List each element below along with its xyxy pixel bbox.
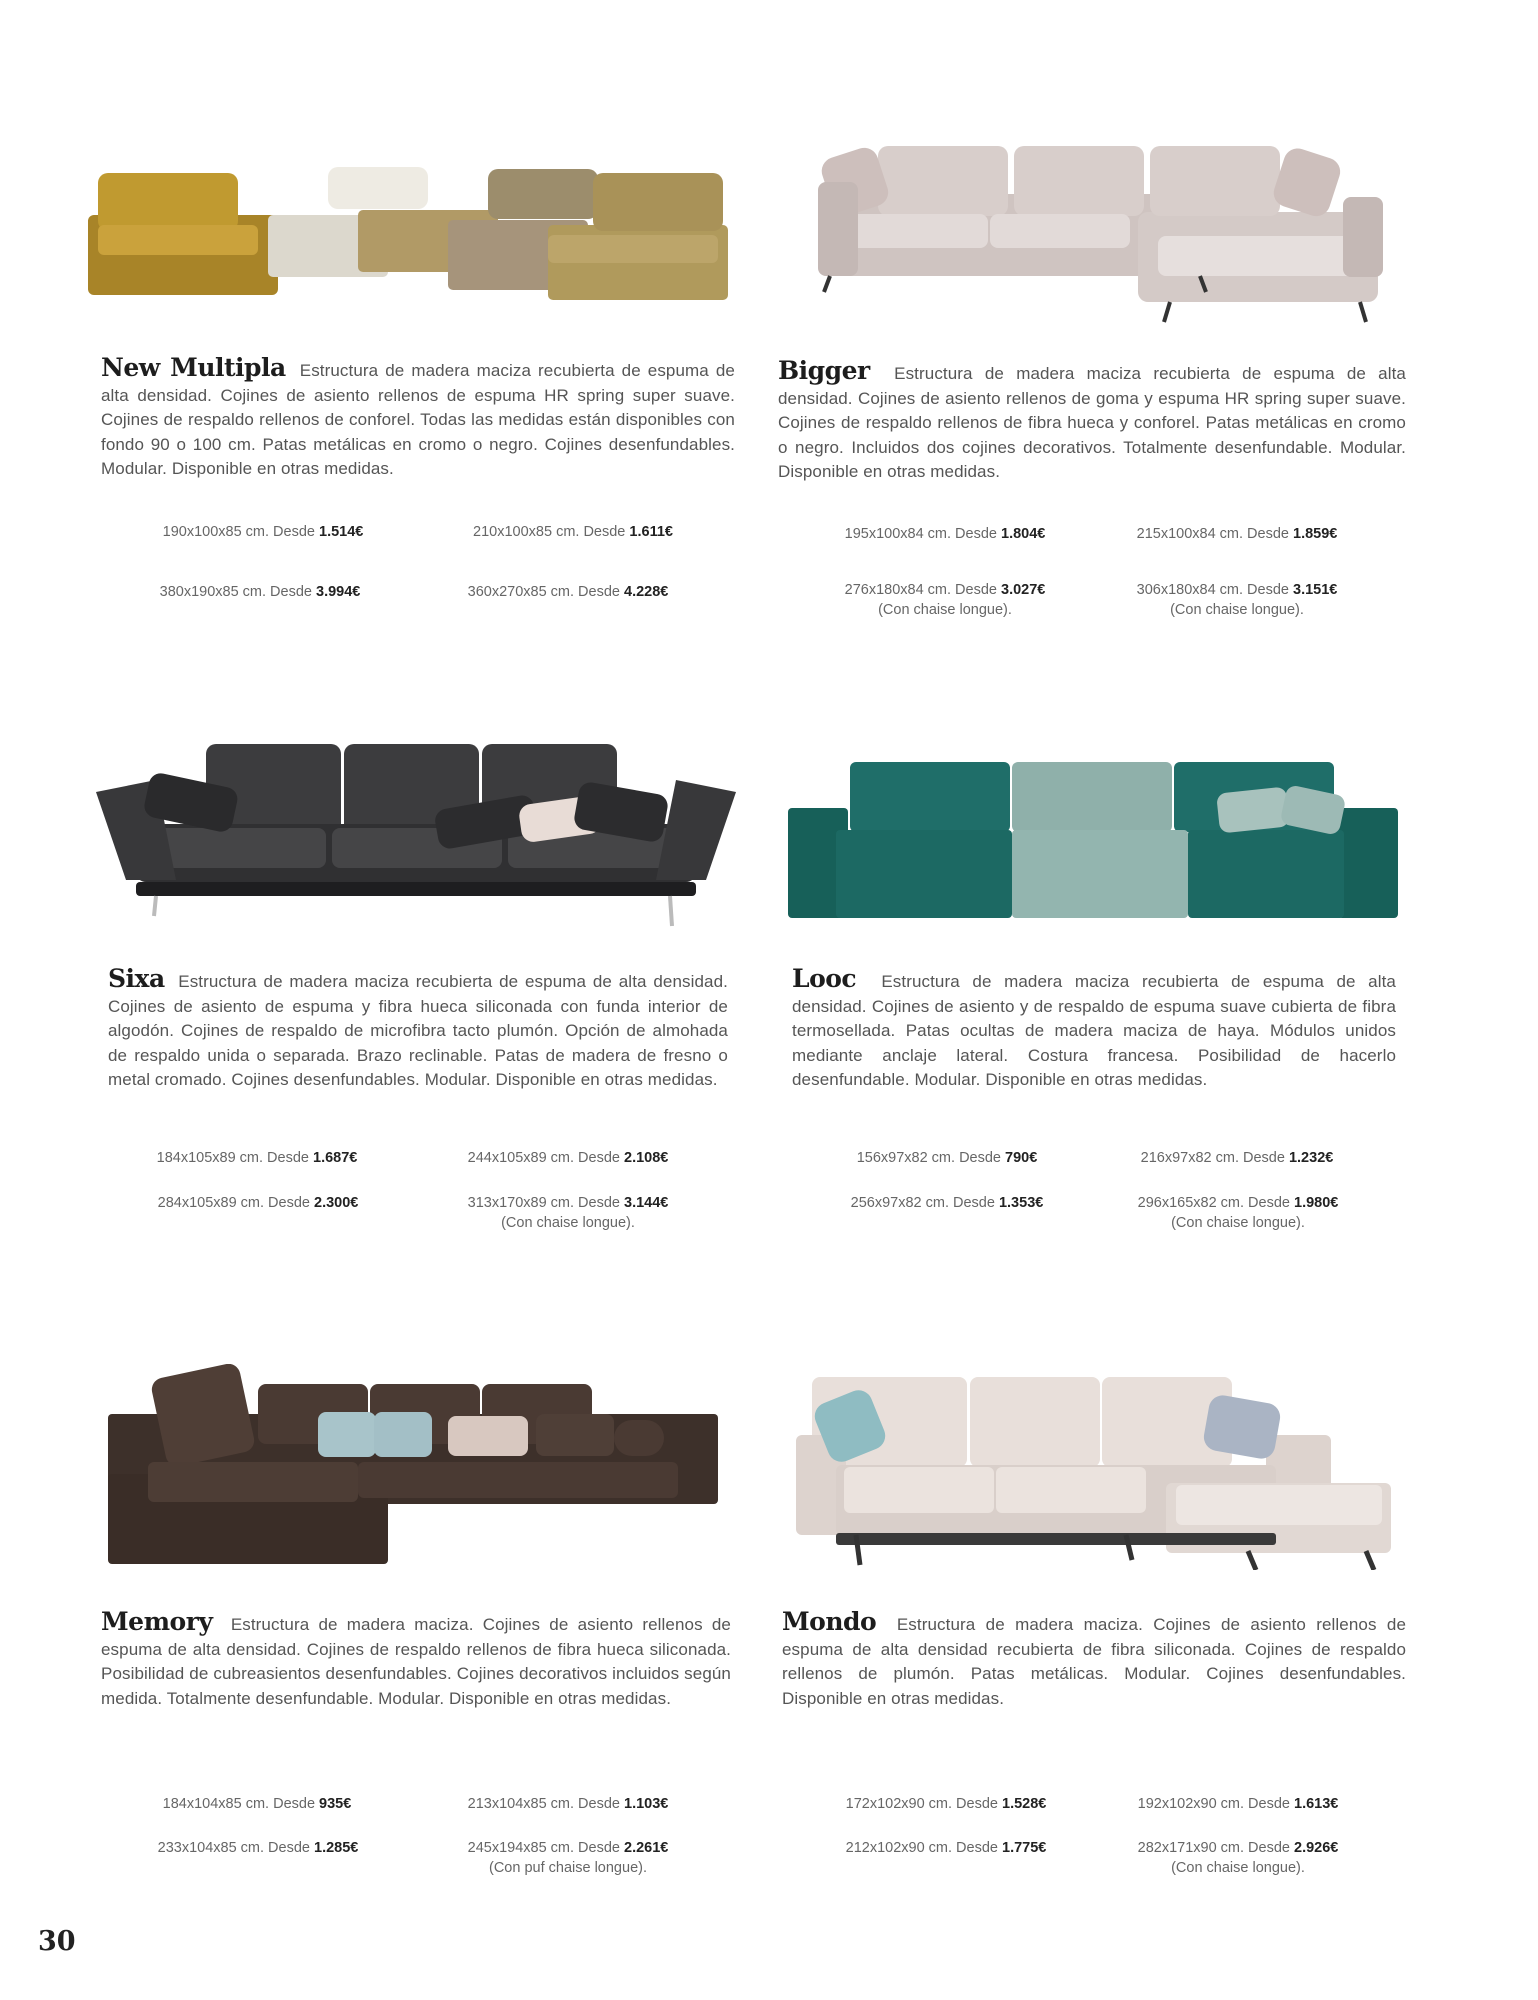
price-entry: 172x102x90 cm. Desde 1.528€: [845, 1796, 1047, 1812]
sofa-image-bigger: [818, 142, 1388, 327]
sofa-image-mondo: [796, 1375, 1396, 1570]
price-entry: 276x180x84 cm. Desde 3.027€ (Con chaise longue).: [844, 582, 1046, 618]
price-entry: 195x100x84 cm. Desde 1.804€: [844, 526, 1046, 542]
price-entry: 216x97x82 cm. Desde 1.232€: [1140, 1150, 1334, 1166]
product-name: New Multipla: [101, 353, 286, 382]
page-number: 30: [38, 1926, 76, 1957]
product-description: Bigger Estructura de madera maciza recubierta de espuma de alta densidad. Cojines de asiento rellenos de goma y espuma HR spring super suave. Cojines de respaldo rellenos de fibra hueca y conforel. Patas metálicas en cromo o negro. Incluidos dos cojines decorativos. Totalmente desenfundable. Modular. Disponible en otras medidas.: [778, 356, 1406, 481]
price-entry: 233x104x85 cm. Desde 1.285€: [157, 1840, 359, 1856]
product-name: Mondo: [782, 1607, 877, 1636]
sofa-image-sixa: [96, 740, 736, 935]
price-entry: 282x171x90 cm. Desde 2.926€ (Con chaise longue).: [1137, 1840, 1339, 1876]
product-description: Mondo Estructura de madera maciza. Cojines de asiento rellenos de espuma de alta densidad recubierta de fibra siliconada. Cojines de respaldo rellenos de plumón. Patas metálicas. Modular. Cojines desenfundables. Disponible en otras medidas.: [782, 1607, 1406, 1708]
price-entry: 192x102x90 cm. Desde 1.613€: [1137, 1796, 1339, 1812]
price-entry: 212x102x90 cm. Desde 1.775€: [845, 1840, 1047, 1856]
price-entry: 215x100x84 cm. Desde 1.859€: [1136, 526, 1338, 542]
product-name: Bigger: [778, 356, 870, 385]
product-name: Memory: [101, 1607, 213, 1636]
price-entry: 380x190x85 cm. Desde 3.994€: [159, 584, 361, 600]
sofa-image-memory: [108, 1364, 718, 1564]
price-entry: 190x100x85 cm. Desde 1.514€: [162, 524, 364, 540]
price-entry: 210x100x85 cm. Desde 1.611€: [473, 524, 673, 540]
price-entry: 313x170x89 cm. Desde 3.144€ (Con chaise longue).: [467, 1195, 669, 1231]
product-description: Memory Estructura de madera maciza. Cojines de asiento rellenos de espuma de alta densidad. Cojines de respaldo rellenos de fibra hueca siliconada. Posibilidad de cubreasientos desenfundables. Cojines decorativos incluidos según medida. Totalmente desenfundable. Modular. Disponible en otras medidas.: [101, 1607, 731, 1708]
price-entry: 213x104x85 cm. Desde 1.103€: [467, 1796, 669, 1812]
price-entry: 306x180x84 cm. Desde 3.151€ (Con chaise longue).: [1136, 582, 1338, 618]
price-entry: 244x105x89 cm. Desde 2.108€: [467, 1150, 669, 1166]
product-description: New Multipla Estructura de madera maciza recubierta de espuma de alta densidad. Cojines de asiento rellenos de espuma HR spring super suave. Cojines de respaldo rellenos de conforel. Todas las medidas están disponibles con fondo 90 o 100 cm. Patas metálicas en cromo o negro. Cojines desenfundables. Modular. Disponible en otras medidas.: [101, 353, 735, 478]
price-entry: 245x194x85 cm. Desde 2.261€ (Con puf chaise longue).: [467, 1840, 669, 1876]
product-description: Looc Estructura de madera maciza recubierta de espuma de alta densidad. Cojines de asiento y de respaldo de espuma suave cubierta de fibra termosellada. Patas ocultas de madera maciza de haya. Módulos unidos mediante anclaje lateral. Costura francesa. Posibilidad de hacerlo desenfundable. Modular. Disponible en otras medidas.: [792, 964, 1396, 1089]
product-description: Sixa Estructura de madera maciza recubierta de espuma de alta densidad. Cojines de asiento de espuma y fibra hueca siliconada con funda interior de algodón. Cojines de respaldo de microfibra tacto plumón. Opción de almohada de respaldo unida o separada. Brazo reclinable. Patas de madera de fresno o metal cromado. Cojines desenfundables. Modular. Disponible en otras medidas.: [108, 964, 728, 1089]
sofa-image-looc: [788, 760, 1398, 920]
price-entry: 296x165x82 cm. Desde 1.980€ (Con chaise longue).: [1137, 1195, 1339, 1231]
price-entry: 284x105x89 cm. Desde 2.300€: [157, 1195, 359, 1211]
sofa-image-new-multipla: [88, 155, 738, 315]
price-entry: 256x97x82 cm. Desde 1.353€: [850, 1195, 1044, 1211]
product-name: Looc: [792, 964, 857, 993]
price-entry: 184x104x85 cm. Desde 935€: [162, 1796, 352, 1812]
product-name: Sixa: [108, 964, 165, 993]
price-entry: 156x97x82 cm. Desde 790€: [856, 1150, 1038, 1166]
price-entry: 184x105x89 cm. Desde 1.687€: [156, 1150, 358, 1166]
price-entry: 360x270x85 cm. Desde 4.228€: [467, 584, 669, 600]
